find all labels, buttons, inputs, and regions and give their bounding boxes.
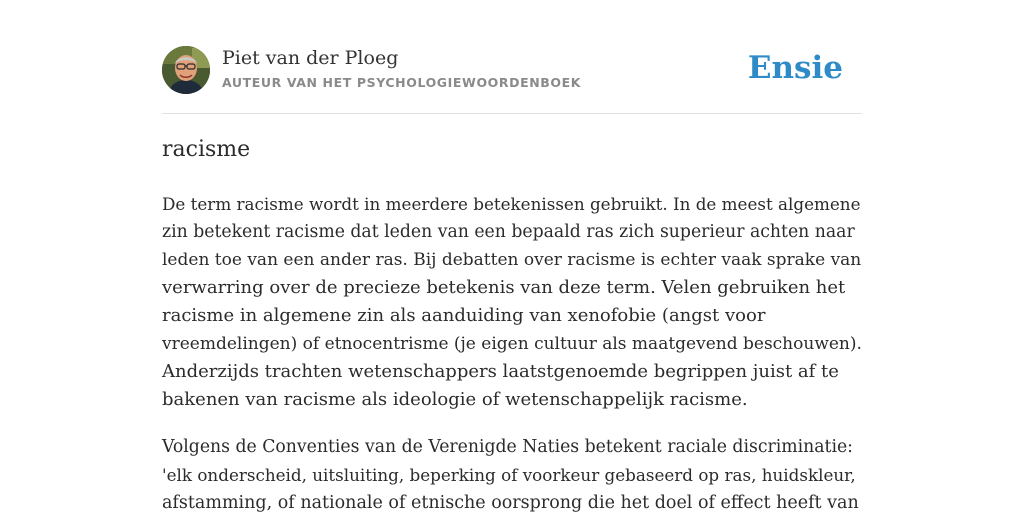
text-line: zin betekent racisme dat leden van een bepaald ras zich superieur achten naar <box>162 222 855 242</box>
ensie-logo[interactable]: Ensie <box>747 50 843 86</box>
author-header <box>162 46 862 96</box>
text-line: vreemdelingen) of etnocentrisme (je eigen cultuur als maatgevend beschouwen). <box>162 334 862 354</box>
text-line: bakenen van racisme als ideologie of wetenschappelijk racisme. <box>162 389 748 410</box>
author-photo-icon <box>162 46 210 94</box>
text-line: verwarring over de precieze betekenis van deze term. Velen gebruiken het <box>162 277 846 298</box>
text-line: afstamming, of nationale of etnische oorsprong die het doel of effect heeft van <box>162 493 859 512</box>
author-name[interactable]: Piet van der Ploeg <box>222 47 399 69</box>
header-divider <box>162 113 862 114</box>
text-line: leden toe van een ander ras. Bij debatten over racisme is echter vaak sprake van <box>162 250 862 270</box>
text-line: racisme in algemene zin als aanduiding van xenofobie (angst voor <box>162 305 766 326</box>
paragraph <box>162 433 862 512</box>
paragraph <box>162 190 862 414</box>
text-line: Volgens de Conventies van de Verenigde Naties betekent raciale discriminatie: <box>162 437 853 457</box>
text-line: Anderzijds trachten wetenschappers laatstgenoemde begrippen juist af te <box>162 361 839 382</box>
text-line: De term racisme wordt in meerdere betekenissen gebruikt. In de meest algemene <box>162 194 861 214</box>
author-avatar[interactable] <box>162 46 210 94</box>
article-body <box>162 190 862 512</box>
author-subtitle: AUTEUR VAN HET PSYCHOLOGIEWOORDENBOEK <box>222 75 582 90</box>
text-line: 'elk onderscheid, uitsluiting, beperking of voorkeur gebaseerd op ras, huidskleur, <box>162 465 856 485</box>
article-title: racisme <box>162 137 251 162</box>
